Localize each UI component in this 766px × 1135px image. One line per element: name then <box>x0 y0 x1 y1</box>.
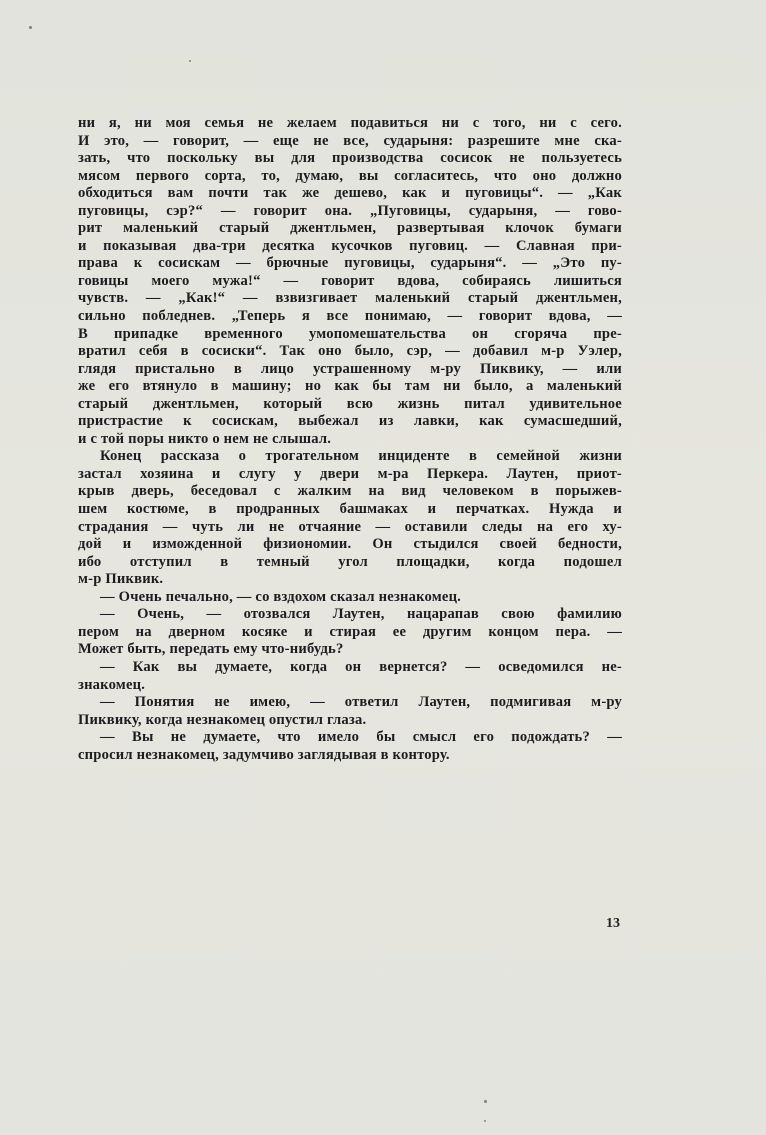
dialogue-line: — Как вы думаете, когда он вернется? — осведомился не- <box>100 658 622 675</box>
paper-speck <box>484 1120 486 1122</box>
text-line: обходиться вам почти так же дешево, как и пуговицы“. — „Как <box>78 185 622 202</box>
text-line: сильно побледнев. „Теперь я все понимаю, — говорит вдова, — <box>78 308 622 325</box>
paragraph-end-line: спросил незнакомец, задумчиво заглядывая в контору. <box>78 746 450 763</box>
paper-speck <box>29 26 32 29</box>
paragraph-end-line: и с той поры никто о нем не слышал. <box>78 430 332 447</box>
text-line: ни я, ни моя семья не желаем подавиться ни с того, ни с сего. <box>78 115 622 131</box>
text-line: ибо отступил в темный угол площадки, когда подошел <box>78 553 622 570</box>
paper-speck <box>189 60 191 62</box>
text-line: говицы моего мужа!“ — говорит вдова, собираясь лишиться <box>78 272 622 289</box>
text-line: И это, — говорит, — еще не все, сударыня: разрешите мне ска- <box>78 132 622 149</box>
text-line: дой и изможденной физиономии. Он стыдился своей бедности, <box>78 536 622 553</box>
dialogue-line: — Очень, — отозвался Лаутен, нацарапав свою фамилию <box>100 606 622 623</box>
book-page-text <box>78 115 622 764</box>
dialogue-line: — Очень печально, — со вздохом сказал незнакомец. <box>100 588 462 605</box>
text-line: пуговицы, сэр?“ — говорит она. „Пуговицы, сударыня, — гово- <box>78 202 622 219</box>
text-line: шем костюме, в продранных башмаках и перчатках. Нужда и <box>78 501 622 518</box>
dialogue-line: — Вы не думаете, что имело бы смысл его подождать? — <box>100 729 622 746</box>
text-line: крыв дверь, беседовал с жалким на вид человеком в порыжев- <box>78 483 622 500</box>
text-line: чувств. — „Как!“ — взвизгивает маленький старый джентльмен, <box>78 290 622 307</box>
paragraph-start-line: Конец рассказа о трогательном инциденте в семейной жизни <box>100 448 622 465</box>
page-number: 13 <box>606 916 620 931</box>
text-line: В припадке временного умопомешательства он сгоряча пре- <box>78 325 622 342</box>
text-line: же его втянуло в машину; но как бы там ни было, а маленький <box>78 378 622 395</box>
text-line: рит маленький старый джентльмен, развертывая клочок бумаги <box>78 220 622 237</box>
text-line: страдания — чуть ли не отчаяние — оставили следы на его ху- <box>78 518 622 535</box>
text-line: пристрастие к сосискам, выбежал из лавки, как сумасшедший, <box>78 413 622 430</box>
text-line: права к сосискам — брючные пуговицы, сударыня“. — „Это пу- <box>78 255 622 272</box>
text-line: мясом первого сорта, то, думаю, вы согласитесь, что оно должно <box>78 167 622 184</box>
text-line: вратил себя в сосиски“. Так оно было, сэр, — добавил м-р Уэлер, <box>78 343 622 360</box>
paragraph-end-line: знакомец. <box>78 676 146 693</box>
text-line: и показывая два-три десятка кусочков пуговиц. — Славная при- <box>78 237 622 254</box>
paper-speck <box>484 1100 487 1103</box>
text-line: старый джентльмен, который всю жизнь питал удивительное <box>78 395 622 412</box>
dialogue-line: — Понятия не имею, — ответил Лаутен, подмигивая м-ру <box>100 694 622 711</box>
text-line: зать, что поскольку вы для производства сосисок не пользуетесь <box>78 150 622 167</box>
paragraph-end-line: Может быть, передать ему что-нибудь? <box>78 641 344 658</box>
paragraph-end-line: м-р Пиквик. <box>78 571 164 588</box>
text-line: глядя пристально в лицо устрашенному м-ру Пиквику, — или <box>78 360 622 377</box>
text-line: пером на дверном косяке и стирая ее другим концом пера. — <box>78 623 622 640</box>
paragraph-end-line: Пиквику, когда незнакомец опустил глаза. <box>78 711 367 728</box>
text-line: застал хозяина и слугу у двери м-ра Перкера. Лаутен, приот- <box>78 465 622 482</box>
